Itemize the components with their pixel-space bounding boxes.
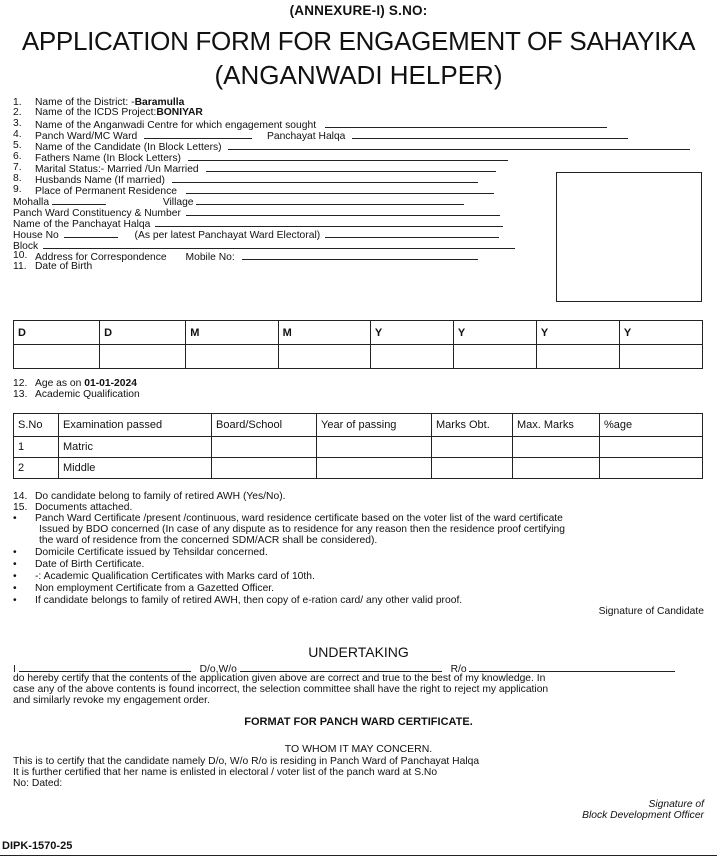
qual-header: Examination passed	[59, 414, 212, 437]
doc-item-academic: • -: Academic Qualification Certificates with Marks card of 10th.	[13, 571, 315, 582]
field-marital-status: 7. Marital Status:- Married /Un Married	[13, 163, 496, 176]
field-district: 1. Name of the District: -Baramulla	[13, 97, 185, 108]
candidate-name-line[interactable]	[228, 141, 690, 150]
anganwadi-centre-line[interactable]	[325, 119, 607, 128]
doc-item-panch-ward: • Panch Ward Certificate /present /continuous, ward residence certificate based on the voter list of the ward certificate	[13, 513, 563, 524]
field-candidate-name: 5. Name of the Candidate (In Block Letters)	[13, 141, 690, 154]
qual-header: S.No	[14, 414, 59, 437]
undertaking-guardian-line[interactable]	[240, 663, 442, 672]
field-anganwadi-centre: 3. Name of the Anganwadi Centre for which engagement sought	[13, 119, 607, 132]
house-electoral-line[interactable]	[325, 229, 499, 238]
marital-status-line[interactable]	[206, 163, 496, 172]
qual-input-cell[interactable]	[513, 437, 600, 458]
field-retired-awh: 14. Do candidate belong to family of retired AWH (Yes/No).	[13, 491, 286, 502]
age-date: 01-01-2024	[84, 378, 137, 389]
dob-cell: Y	[619, 321, 702, 345]
qual-header: Marks Obt.	[432, 414, 513, 437]
undertaking-text: do hereby certify that the contents of the application given above are correct and true to the best of my knowledge. In	[13, 673, 546, 684]
form-subtitle: (ANGANWADI HELPER)	[214, 60, 503, 90]
doc-item-text: Issued by BDO concerned (In case of any dispute as to residence for any reason then the residence proof certifying	[39, 524, 566, 535]
doc-item-dob: • Date of Birth Certificate.	[13, 559, 145, 570]
dob-input-cell[interactable]	[536, 345, 619, 369]
dob-input-cell[interactable]	[278, 345, 370, 369]
mobile-line[interactable]	[242, 251, 478, 260]
dob-input-row	[14, 345, 703, 369]
undertaking-residence-line[interactable]	[469, 663, 675, 672]
dob-cell: Y	[536, 321, 619, 345]
to-whom-heading: TO WHOM IT MAY CONCERN.	[284, 743, 433, 755]
qual-input-cell[interactable]	[317, 458, 432, 479]
table-row	[14, 437, 703, 458]
qual-cell: 2	[14, 458, 59, 479]
qual-input-cell[interactable]	[600, 437, 703, 458]
field-house-no: House No (As per latest Panchayat Ward Electoral)	[13, 229, 499, 242]
husband-name-line[interactable]	[172, 174, 478, 183]
qual-header-row	[14, 414, 703, 437]
footer-code: DIPK-1570-25	[2, 840, 73, 852]
signature-candidate: Signature of Candidate	[598, 606, 704, 617]
undertaking-text: case any of the above contents is found incorrect, the selection committee shall have the right to reject my application	[13, 684, 549, 695]
undertaking-name-line[interactable]	[19, 663, 191, 672]
village-line[interactable]	[196, 196, 464, 205]
dob-input-cell[interactable]	[100, 345, 186, 369]
field-mohalla-village: Mohalla Village	[13, 196, 464, 209]
field-documents: 15. Documents attached.	[13, 502, 133, 513]
dob-input-cell[interactable]	[14, 345, 100, 369]
dob-input-cell[interactable]	[619, 345, 702, 369]
field-permanent-residence: 9. Place of Permanent Residence	[13, 185, 494, 198]
bottom-divider	[0, 855, 717, 856]
panchayat-halqa-name-line[interactable]	[155, 218, 503, 227]
qual-input-cell[interactable]	[317, 437, 432, 458]
mohalla-line[interactable]	[52, 196, 106, 205]
qual-input-cell[interactable]	[432, 437, 513, 458]
qual-header: Year of passing	[317, 414, 432, 437]
dob-input-cell[interactable]	[453, 345, 536, 369]
dob-table	[13, 320, 703, 369]
doc-item-ration-card: • If candidate belongs to family of retired AWH, then copy of e-ration card/ any other valid proof.	[13, 595, 463, 606]
field-correspondence: 10. Address for Correspondence Mobile No:	[13, 251, 478, 264]
qual-input-cell[interactable]	[600, 458, 703, 479]
father-name-line[interactable]	[188, 152, 508, 161]
certificate-text: No: Dated:	[13, 778, 63, 789]
dob-cell: M	[278, 321, 370, 345]
certificate-text: This is to certify that the candidate namely D/o, W/o R/o is residing in Panch Ward of Panchayat Halqa	[13, 756, 480, 767]
qual-cell: 1	[14, 437, 59, 458]
icds-project-value: BONIYAR	[156, 107, 203, 118]
doc-item-domicile: • Domicile Certificate issued by Tehsildar concerned.	[13, 547, 268, 558]
panch-ward-line[interactable]	[144, 130, 252, 139]
form-title: APPLICATION FORM FOR ENGAGEMENT OF SAHAYIKA	[21, 26, 696, 56]
bdo-signature-label: Signature of	[648, 799, 704, 810]
qual-input-cell[interactable]	[513, 458, 600, 479]
dob-cell: M	[186, 321, 278, 345]
house-no-line[interactable]	[64, 229, 118, 238]
field-panch-constituency: Panch Ward Constituency & Number	[13, 207, 500, 220]
dob-header-row	[14, 321, 703, 345]
permanent-residence-line[interactable]	[186, 185, 494, 194]
district-value: Baramulla	[134, 97, 185, 108]
panchayat-halqa-line[interactable]	[352, 130, 628, 139]
dob-input-cell[interactable]	[186, 345, 278, 369]
qual-input-cell[interactable]	[212, 437, 317, 458]
field-father-name: 6. Fathers Name (In Block Letters)	[13, 152, 508, 165]
qual-input-cell[interactable]	[432, 458, 513, 479]
undertaking-fill-line: I D/o,W/o R/o	[13, 663, 675, 676]
certificate-format-heading: FORMAT FOR PANCH WARD CERTIFICATE.	[244, 716, 473, 728]
certificate-text: It is further certified that her name is enlisted in electoral / voter list of the panch ward at S.No	[13, 767, 438, 778]
dob-cell: Y	[370, 321, 453, 345]
block-line[interactable]	[43, 240, 515, 249]
field-dob: 11. Date of Birth	[13, 261, 93, 272]
field-icds-project: 2. Name of the ICDS Project:BONIYAR	[13, 107, 203, 118]
panch-constituency-line[interactable]	[186, 207, 500, 216]
field-block: Block	[13, 240, 515, 253]
qualification-table	[13, 413, 703, 479]
qual-header: Board/School	[212, 414, 317, 437]
dob-cell: D	[14, 321, 100, 345]
table-row	[14, 458, 703, 479]
doc-item-text: the ward of residence from the concerned SDM/ACR shall be considered).	[39, 535, 378, 546]
qual-cell: Middle	[59, 458, 212, 479]
field-qualification: 13. Academic Qualification	[13, 389, 140, 400]
dob-cell: D	[100, 321, 186, 345]
qual-input-cell[interactable]	[212, 458, 317, 479]
annexure-label: (ANNEXURE-I) S.NO:	[289, 3, 428, 18]
undertaking-text: and similarly revoke my engagement order.	[13, 695, 210, 706]
field-husband-name: 8. Husbands Name (If married)	[13, 174, 478, 187]
photo-box	[556, 172, 702, 302]
qual-cell: Matric	[59, 437, 212, 458]
qual-header: Max. Marks	[513, 414, 600, 437]
doc-item-non-employment: • Non employment Certificate from a Gazetted Officer.	[13, 583, 275, 594]
field-age: 12. Age as on 01-01-2024	[13, 378, 137, 389]
field-panch-ward: 4. Panch Ward/MC Ward Panchayat Halqa	[13, 130, 628, 143]
bdo-title: Block Development Officer	[582, 810, 704, 821]
qual-header: %age	[600, 414, 703, 437]
dob-cell: Y	[453, 321, 536, 345]
undertaking-heading: UNDERTAKING	[308, 644, 409, 660]
dob-input-cell[interactable]	[370, 345, 453, 369]
field-panchayat-halqa-name: Name of the Panchayat Halqa	[13, 218, 503, 231]
